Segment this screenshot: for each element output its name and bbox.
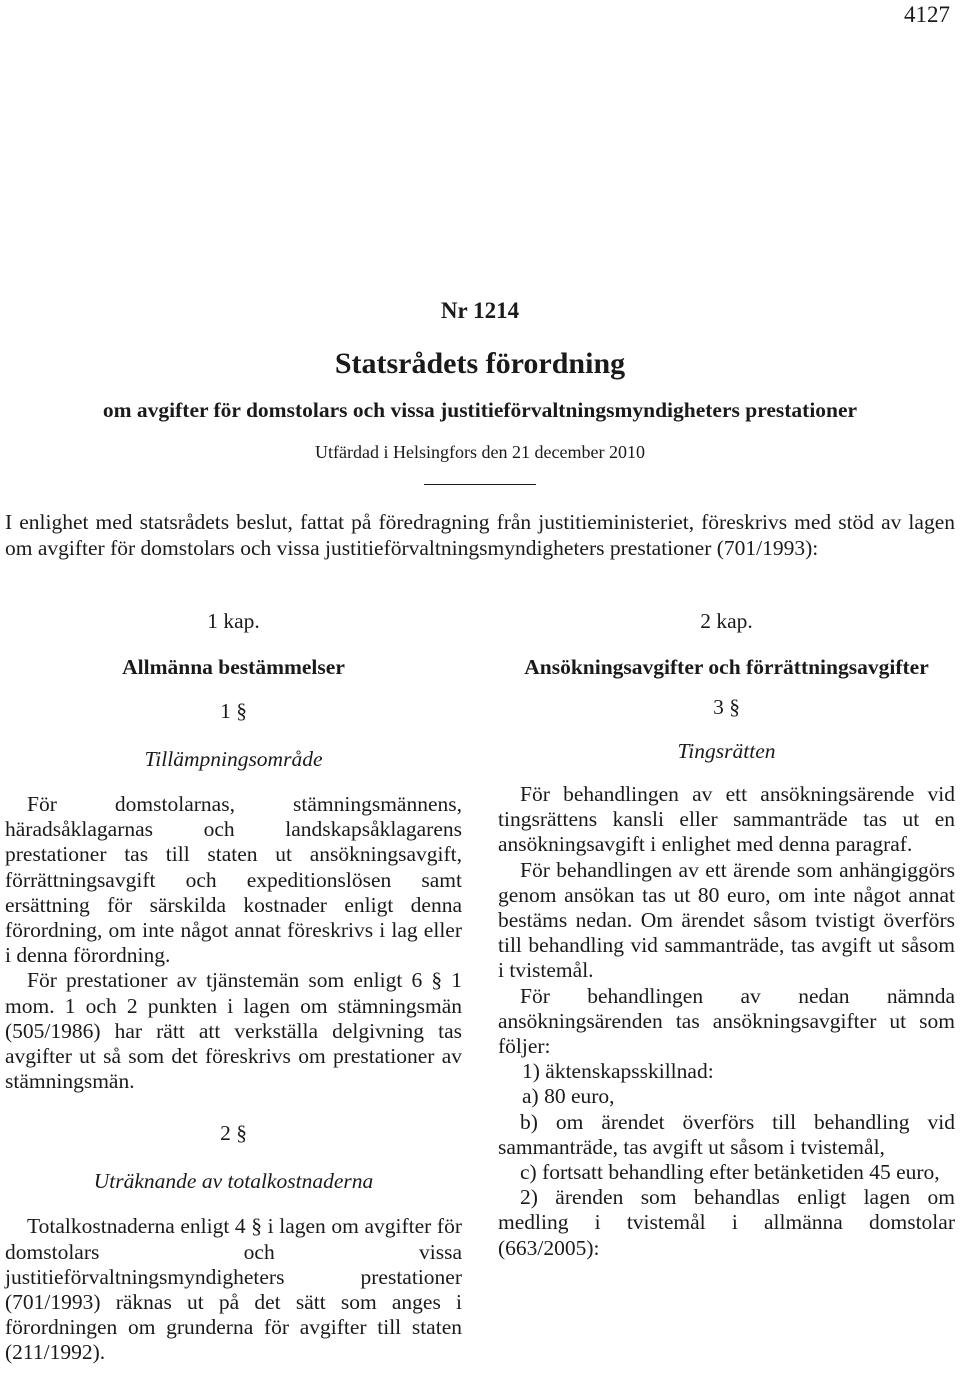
section-3-number: 3 §	[713, 695, 740, 719]
list-item-1c: c) fortsatt behandling efter betänketiden 45 euro,	[520, 1160, 940, 1185]
section-2-paragraph-1: Totalkostnaderna enligt 4 § i lagen om avgifter för domstolars och vissa justitieförvaltningsmyndigheters prestationer (701/1993) räknas ut på det sätt som anges i förordningen om grunderna för avgifter till staten (211/1992).	[5, 1214, 462, 1365]
right-column	[498, 608, 955, 1261]
chapter-1-heading: Allmänna bestämmelser	[122, 655, 345, 679]
section-1-paragraph-1: För domstolarnas, stämningsmännens, häradsåklagarnas och landskapsåklagarens prestationer tas till staten ut ansökningsavgift, förrättningsavgift och expeditionslösen samt ersättning för särskilda kostnader enligt denna förordning, om inte något annat föreskrivs i lag eller i denna förordning.	[5, 792, 462, 968]
section-1-title: Tillämpningsområde	[144, 747, 323, 771]
issued-line: Utfärdad i Helsingfors den 21 december 2010	[315, 442, 645, 462]
chapter-2-label: 2 kap.	[700, 609, 753, 633]
section-1-number: 1 §	[220, 699, 247, 723]
list-item-1a: a) 80 euro,	[522, 1084, 615, 1109]
list-item-1: 1) äktenskapsskillnad:	[522, 1059, 714, 1084]
section-2-number: 2 §	[220, 1121, 247, 1146]
title-divider	[424, 484, 536, 485]
section-2-title: Uträknande av totalkostnaderna	[93, 1169, 374, 1194]
section-3-title: Tingsrätten	[677, 739, 776, 763]
document-number: Nr 1214	[440, 298, 520, 323]
page-number: 4127	[904, 2, 950, 27]
chapter-2-heading: Ansökningsavgifter och förrättningsavgifter	[524, 655, 929, 679]
document-title: Statsrådets förordning	[334, 347, 626, 380]
section-1-paragraph-2: För prestationer av tjänstemän som enligt 6 § 1 mom. 1 och 2 punkten i lagen om stämningsmän (505/1986) har rätt att verkställa delgivning tas avgifter ut så som det föreskrivs om prestationer av stämningsmän.	[5, 968, 462, 1094]
document-subtitle: om avgifter för domstolars och vissa justitieförvaltningsmyndigheters prestationer	[102, 398, 858, 422]
section-3-paragraph-1: För behandlingen av ett ansökningsärende vid tingsrättens kansli eller sammanträde tas ut en ansökningsavgift i enlighet med denna paragraf.	[498, 782, 955, 857]
list-item-1b: b) om ärendet överförs till behandling vid sammanträde, tas avgift ut såsom i tvistemål,	[498, 1109, 955, 1159]
left-column	[5, 608, 462, 1366]
section-3-paragraph-3: För behandlingen av nedan nämnda ansökningsärenden tas ansökningsavgifter ut som följer:	[498, 983, 955, 1059]
list-item-2: 2) ärenden som behandlas enligt lagen om medling i tvistemål i allmänna domstolar (663/2005):	[498, 1185, 955, 1260]
section-3-paragraph-2: För behandlingen av ett ärende som anhängiggörs genom ansökan tas ut 80 euro, om inte något annat bestäms nedan. Om ärendet såsom tvistigt överförs till behandling vid sammanträde, tas avgift ut såsom i tvistemål.	[498, 857, 955, 983]
preamble: I enlighet med statsrådets beslut, fattat på föredragning från justitieministeriet, föreskrivs med stöd av lagen om avgifter för domstolars och vissa justitieförvaltningsmyndigheters prestationer (701/1993):	[5, 510, 955, 560]
chapter-1-label: 1 kap.	[207, 609, 260, 633]
